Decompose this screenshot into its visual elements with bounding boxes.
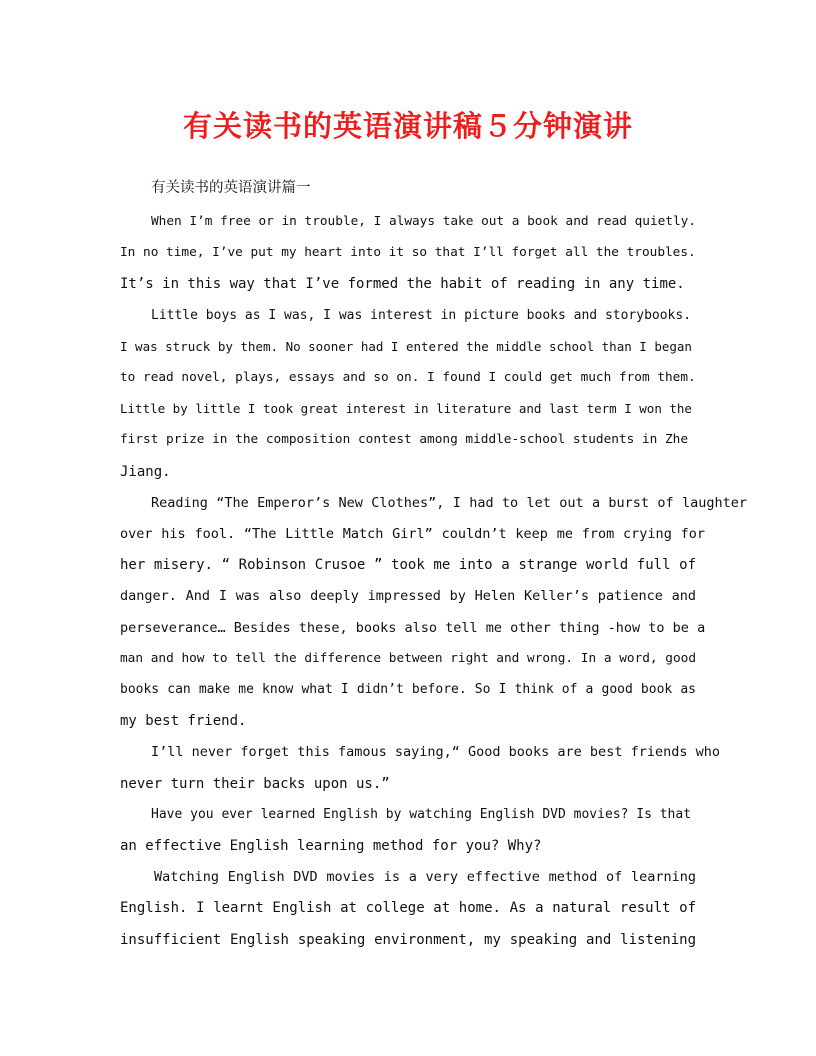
text-line: In no time, I’ve put my heart into it so that I’ll forget all the troubles. xyxy=(120,245,696,260)
text-line: to read novel, plays, essays and so on. I found I could get much from them. xyxy=(120,370,696,385)
section-heading: 有关读书的英语演讲篇一 xyxy=(151,180,311,196)
text-line: books can make me know what I didn’t before. So I think of a good book as xyxy=(120,682,696,697)
document-title: 有关读书的英语演讲稿５分钟演讲 xyxy=(182,109,633,143)
text-line: Jiang. xyxy=(120,464,171,480)
text-line: Watching English DVD movies is a very effective method of learning xyxy=(154,869,696,885)
text-line: insufficient English speaking environment, my speaking and listening xyxy=(120,932,696,948)
text-line: When I’m free or in trouble, I always take out a book and read quietly. xyxy=(151,214,697,229)
text-line: Have you ever learned English by watching English DVD movies? Is that xyxy=(151,807,692,822)
text-line: Reading “The Emperor’s New Clothes”, I had to let out a burst of laughter xyxy=(151,495,747,511)
text-line: first prize in the composition contest among middle-school students in Zhe xyxy=(120,432,689,447)
text-line: my best friend. xyxy=(120,713,247,729)
text-line: English. I learnt English at college at home. As a natural result of xyxy=(120,900,696,916)
text-line: man and how to tell the difference between right and wrong. In a word, good xyxy=(120,651,696,666)
text-line: over his fool. “The Little Match Girl” couldn’t keep me from crying for xyxy=(120,526,705,542)
text-line: It’s in this way that I’ve formed the habit of reading in any time. xyxy=(120,276,685,292)
text-line: her misery. “ Robinson Crusoe ” took me into a strange world full of xyxy=(120,557,696,573)
text-line: I was struck by them. No sooner had I entered the middle school than I began xyxy=(120,339,692,354)
text-line: Little boys as I was, I was interest in picture books and storybooks. xyxy=(151,308,692,323)
text-line: perseverance… Besides these, books also tell me other thing -how to be a xyxy=(120,620,706,636)
text-line: an effective English learning method for you? Why? xyxy=(120,838,542,854)
text-line: danger. And I was also deeply impressed by Helen Keller’s patience and xyxy=(120,588,696,604)
text-line: Little by little I took great interest in literature and last term I won the xyxy=(120,401,692,416)
text-line: never turn their backs upon us.” xyxy=(120,776,390,792)
text-line: I’ll never forget this famous saying,“ Good books are best friends who xyxy=(151,744,720,760)
